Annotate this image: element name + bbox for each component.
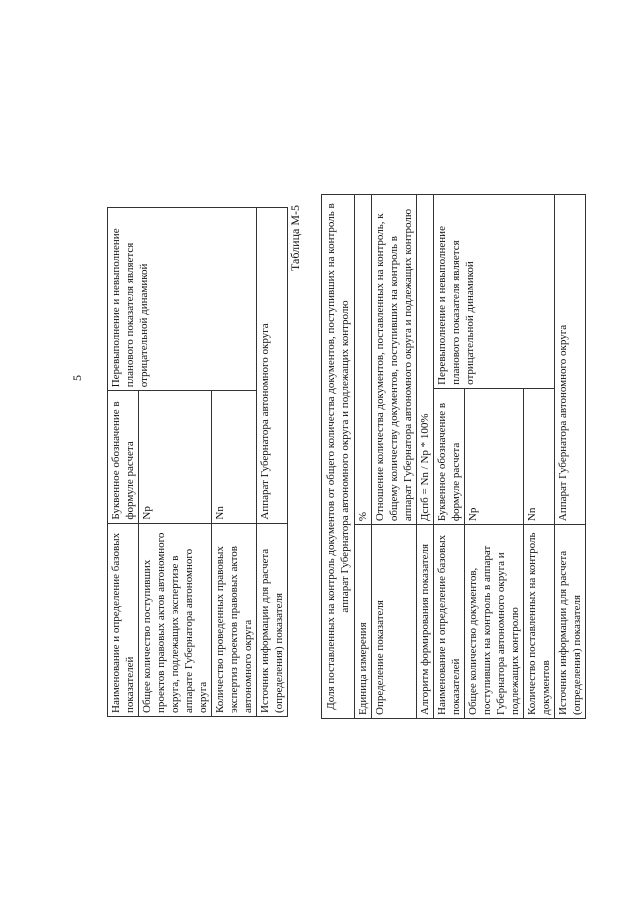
table-cell: Np [139,391,212,523]
table-row [434,195,465,719]
top-table [107,207,288,717]
table-cell: % [355,195,372,525]
table-row [372,195,417,719]
table-row [355,195,372,719]
table-cell: Количество проведенных правовых экспертиз проектов правовых актов автономного округа [212,523,257,716]
dynamics-cell: Перевыполнение и невыполнение планового показателя является отрицательной динамикой [434,195,555,389]
table-cell: Алгоритм формирования показателя [417,525,434,719]
table-title: Доля поставленных на контроль документов от общего количества документов, поступивших на контроль в аппарат Губернатора автономного округа и подлежащих контролю [322,195,355,719]
table-cell: Источник информации для расчета (определения) показателя [555,525,586,719]
table-cell: Источник информации для расчета (определения) показателя [257,523,288,716]
table-row [108,208,139,717]
table-row [257,208,288,717]
dynamics-cell: Перевыполнение и невыполнение планового показателя является отрицательной динамикой [108,208,257,391]
table-cell: Nn [212,391,257,523]
table-cell: Nn [524,388,555,524]
table-cell: Единица измерения [355,525,372,719]
table-cell: Наименование и определение базовых показателей [108,523,139,716]
table-cell: Наименование и определение базовых показателей [434,525,465,719]
table-cell: Аппарат Губернатора автономного округа [257,208,288,524]
page-number: 5 [70,375,84,381]
table-cell: Определение показателя [372,525,417,719]
table-row [322,195,355,719]
table-m5 [321,194,586,719]
table-cell: Дспб = Nn / Np * 100% [417,195,434,525]
table-cell: Np [465,388,524,524]
table-row [555,195,586,719]
table-cell: Количество поставленных на контроль документов [524,525,555,719]
table-cell: Буквенное обозначение в формуле расчета [434,388,465,524]
table-cell: Отношение количества документов, поставленных на контроль, к общему количеству документов, поступивших на контроль в аппарат Губернатора автономного округа и подлежащих контролю [372,195,417,525]
table-row [417,195,434,719]
table-label: Таблица М-5 [288,205,302,271]
table-cell: Аппарат Губернатора автономного округа [555,195,586,525]
table-cell: Общее количество документов, поступивших на контроль в аппарат Губернатора автономного округа и подлежащих контролю [465,525,524,719]
table-cell: Буквенное обозначение в формуле расчета [108,391,139,523]
table-cell: Общее количество поступивших проектов правовых актов автономного округа, подлежащих экспертизе в аппарате Губернатора автономного округа [139,523,212,716]
